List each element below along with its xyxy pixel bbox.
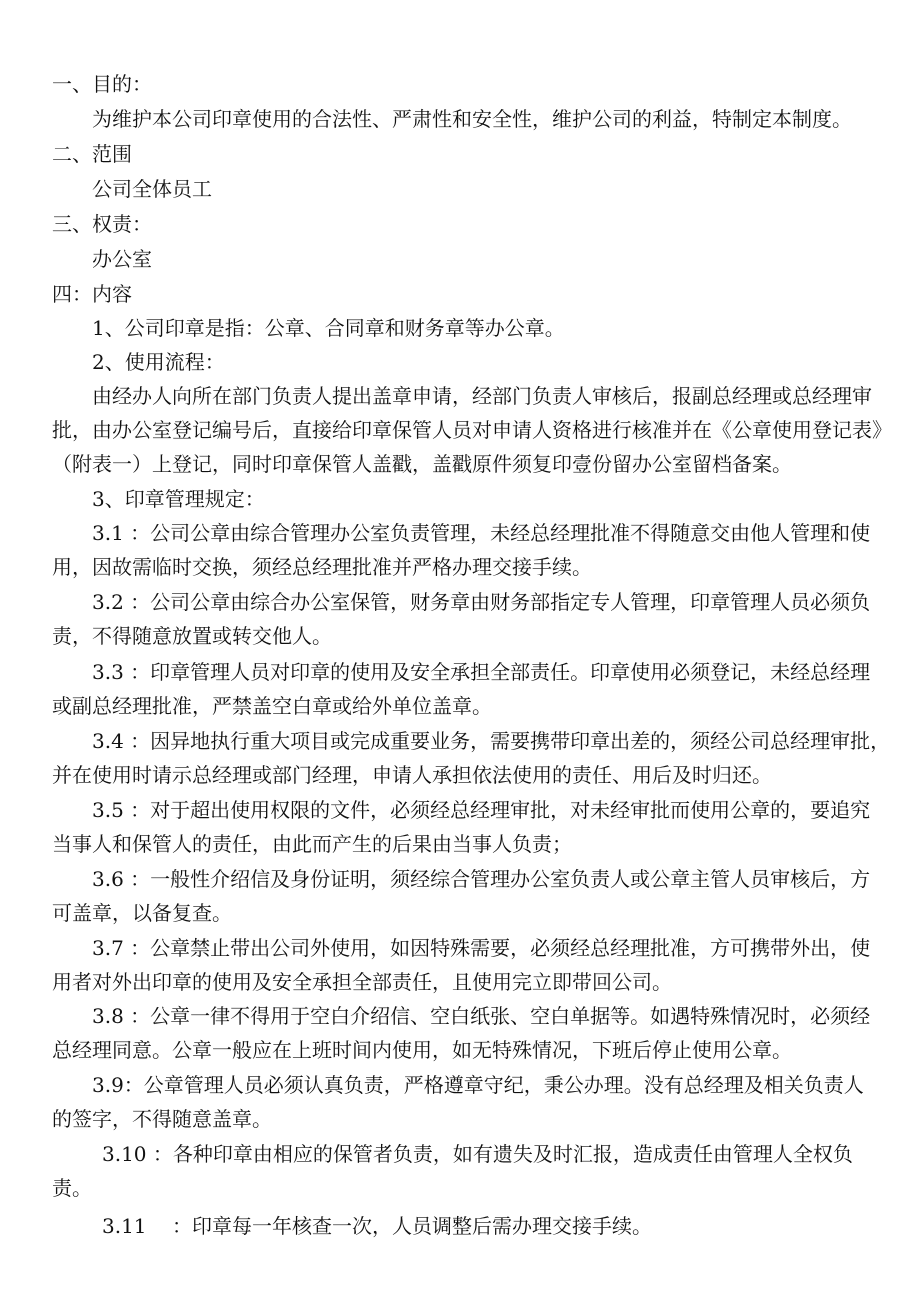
rule-line: 的签字，不得随意盖章。 [52,1107,272,1131]
rule-line: 或副总经理批准，严禁盖空白章或给外单位盖章。 [52,694,492,718]
rule-line: 3.3 ：印章管理人员对印章的使用及安全承担全部责任。印章使用必须登记，未经总经理 [92,660,871,684]
rule-line: 3.5 ：对于超出使用权限的文件，必须经总经理审批，对未经审批而使用公章的，要追究 [92,798,871,822]
rule-line: 责。 [52,1176,92,1200]
content-item-3: 3、印章管理规定： [92,487,265,511]
responsibility-text: 办公室 [92,247,152,271]
process-line: 批，由办公室登记编号后，直接给印章保管人员对申请人资格进行核准并在《公章使用登记表》 [52,418,892,442]
rule-line: 3.7 ：公章禁止带出公司外使用，如因特殊需要，必须经总经理批准，方可携带外出，使 [92,936,871,960]
rule-line: 3.9：公章管理人员必须认真负责，严格遵章守纪，秉公办理。没有总经理及相关负责人 [92,1073,864,1097]
section-heading-responsibility: 三、权责： [52,212,152,236]
rule-line: 3.2 ：公司公章由综合办公室保管，财务章由财务部指定专人管理，印章管理人员必须负 [92,590,871,614]
rule-line: 3.8 ：公章一律不得用于空白介绍信、空白纸张、空白单据等。如遇特殊情况时，必须经 [92,1004,871,1028]
section-heading-purpose: 一、目的： [52,72,152,96]
rule-line: 可盖章，以备复查。 [52,901,232,925]
process-line: 由经办人向所在部门负责人提出盖章申请，经部门负责人审核后，报副总经理或总经理审 [92,384,872,408]
rule-line: 3.10 ：各种印章由相应的保管者负责，如有遗失及时汇报，造成责任由管理人全权负 [102,1142,853,1166]
rule-line: 总经理同意。公章一般应在上班时间内使用，如无特殊情况，下班后停止使用公章。 [52,1038,792,1062]
process-line: （附表一）上登记，同时印章保管人盖戳，盖戳原件须复印壹份留办公室留档备案。 [52,452,792,476]
rule-line: 用，因故需临时交换，须经总经理批准并严格办理交接手续。 [52,555,592,579]
rule-line: 责，不得随意放置或转交他人。 [52,624,332,648]
rule-line: 3.11 ：印章每一年核查一次，人员调整后需办理交接手续。 [102,1214,652,1238]
scope-text: 公司全体员工 [92,177,212,201]
rule-line: 用者对外出印章的使用及安全承担全部责任，且使用完立即带回公司。 [52,970,672,994]
purpose-text: 为维护本公司印章使用的合法性、严肃性和安全性，维护公司的利益，特制定本制度。 [92,107,852,131]
rule-line: 3.1 ：公司公章由综合管理办公室负责管理，未经总经理批准不得随意交由他人管理和使 [92,521,871,545]
section-heading-content: 四：内容 [52,282,132,306]
section-heading-scope: 二、范围 [52,142,132,166]
content-item-2: 2、使用流程： [92,350,225,374]
rule-line: 并在使用时请示总经理或部门经理，申请人承担依法使用的责任、用后及时归还。 [52,763,772,787]
rule-line: 3.6 ：一般性介绍信及身份证明，须经综合管理办公室负责人或公章主管人员审核后，方 [92,867,871,891]
rule-line: 3.4 ：因异地执行重大项目或完成重要业务，需要携带印章出差的，须经公司总经理审批， [92,729,891,753]
content-item-1: 1、公司印章是指：公章、合同章和财务章等办公章。 [92,316,565,340]
rule-line: 当事人和保管人的责任，由此而产生的后果由当事人负责； [52,832,572,856]
